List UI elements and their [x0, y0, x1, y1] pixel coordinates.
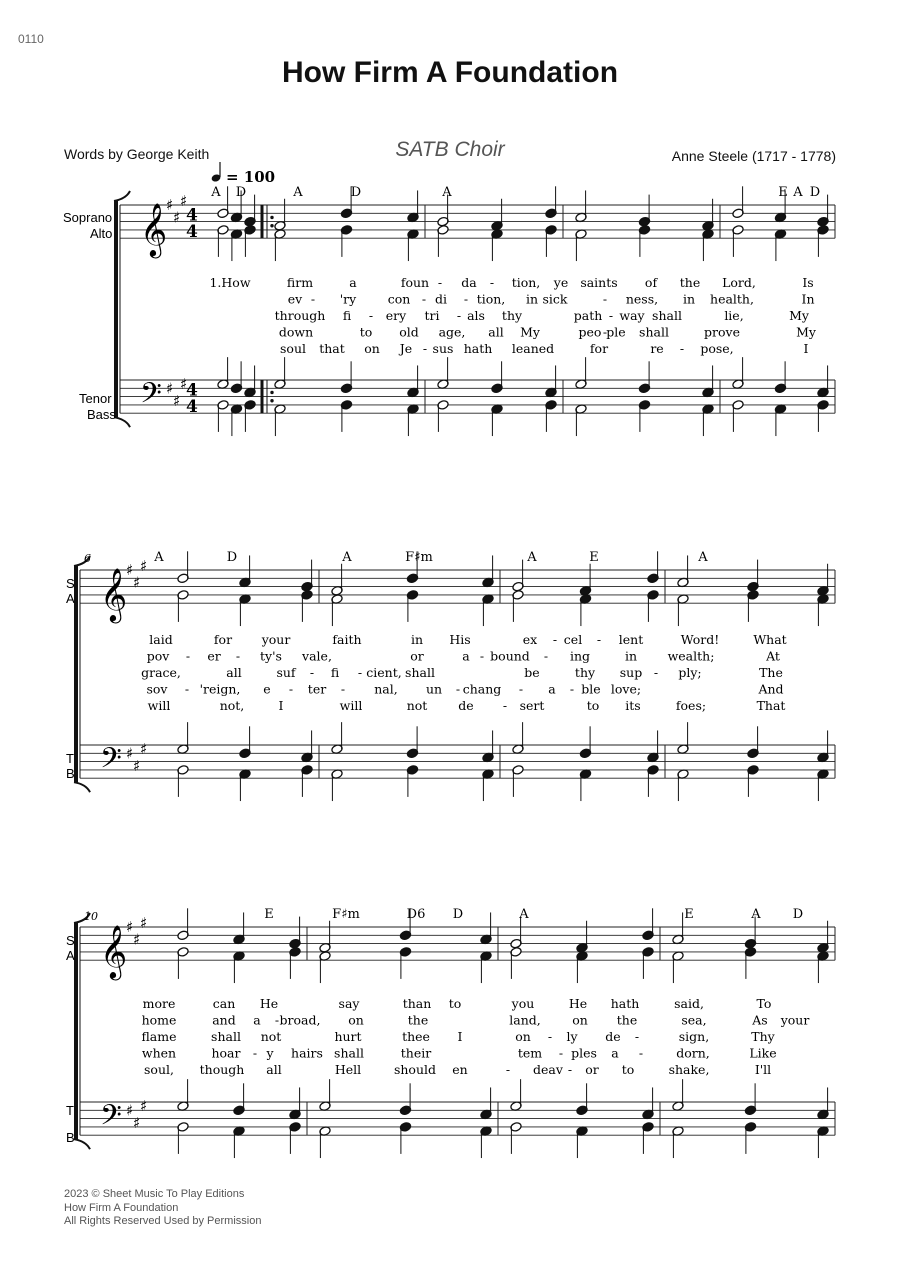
lyric-syllable: -	[309, 665, 315, 680]
lyric-syllable: pose,	[700, 341, 734, 356]
lyric-syllable: health,	[710, 291, 754, 307]
lyric-syllable: My	[796, 324, 816, 340]
bracket-hook	[114, 417, 130, 427]
lyric-syllable: pov	[146, 648, 170, 664]
lyric-syllable: con	[387, 291, 411, 307]
label-soprano: Soprano	[63, 210, 113, 225]
lyric-syllable: foun	[400, 275, 430, 290]
lyric-syllable: of	[644, 275, 658, 290]
time-signature: 4	[186, 397, 198, 418]
bracket-hook	[74, 1139, 90, 1149]
lyric-syllable: ex	[522, 632, 538, 647]
lyric-syllable: -	[357, 665, 363, 680]
lyric-syllable: suf	[276, 665, 296, 680]
treble-clef: 𝄞	[100, 924, 128, 979]
sharp-sign: ♯	[126, 918, 134, 936]
lyric-syllable: -	[235, 648, 241, 664]
bass-clef: 𝄢	[100, 1098, 122, 1139]
lyric-syllable: ly	[566, 1029, 578, 1044]
sharp-sign: ♯	[133, 756, 141, 775]
lyric-syllable: -	[456, 308, 462, 323]
sharp-sign: ♯	[166, 379, 174, 398]
sharp-sign: ♯	[173, 208, 181, 227]
lyric-syllable: My	[789, 308, 809, 323]
lyric-syllable: a	[611, 1045, 619, 1061]
lyric-syllable: in	[525, 291, 539, 307]
lyric-syllable: your	[780, 1012, 810, 1028]
lyric-syllable: Is	[802, 275, 814, 290]
bracket-hook	[74, 782, 90, 792]
lyric-syllable: down	[278, 324, 314, 340]
lyric-syllable: -	[596, 632, 602, 647]
sharp-sign: ♯	[180, 191, 188, 210]
lyric-syllable: I	[457, 1029, 463, 1044]
lyric-syllable: your	[261, 632, 291, 647]
chord-symbol: A	[519, 907, 529, 922]
label-b: B	[66, 766, 75, 781]
lyric-syllable: to	[586, 698, 600, 713]
lyric-syllable: shall	[405, 665, 435, 680]
lyric-syllable: though	[199, 1062, 245, 1077]
composer-credit: Anne Steele (1717 - 1778)	[671, 148, 836, 164]
time-signature: 4	[186, 222, 198, 243]
lyric-syllable: hath	[463, 341, 493, 356]
tempo-marking	[211, 162, 276, 186]
footer-line: 2023 © Sheet Music To Play Editions	[64, 1188, 245, 1200]
lyric-syllable: the	[407, 1012, 429, 1028]
chord-symbol: A	[698, 550, 708, 565]
lyric-syllable: At	[766, 648, 780, 664]
chord-symbol: F♯m	[332, 907, 360, 922]
lyric-syllable: to	[621, 1062, 635, 1077]
lyric-syllable: -	[602, 291, 608, 307]
lyric-syllable: on	[515, 1029, 531, 1044]
lyric-syllable: -	[455, 681, 461, 697]
lyric-syllable: ness,	[625, 291, 659, 307]
sharp-sign: ♯	[133, 930, 141, 949]
lyric-syllable: way	[619, 308, 645, 323]
lyric-syllable: for	[213, 632, 233, 647]
lyric-syllable: in	[682, 291, 696, 307]
lyric-syllable: -	[518, 681, 524, 697]
treble-clef: 𝄞	[140, 202, 168, 257]
lyric-syllable: will	[339, 698, 363, 713]
lyric-syllable: ty's	[260, 648, 282, 664]
sharp-sign: ♯	[180, 375, 188, 394]
chord-symbol: E	[684, 907, 694, 922]
chord-symbol: A	[751, 907, 761, 922]
lyric-syllable: -	[653, 665, 659, 680]
lyric-syllable: As	[752, 1012, 768, 1028]
lyric-syllable: ery	[385, 308, 407, 323]
sharp-sign: ♯	[140, 1097, 148, 1116]
lyric-syllable: said,	[674, 996, 704, 1011]
lyric-syllable: can	[212, 996, 236, 1011]
lyric-syllable: en	[452, 1062, 468, 1077]
lyric-syllable: -	[489, 275, 495, 290]
chord-symbol: A	[442, 185, 452, 200]
lyric-syllable: dorn,	[676, 1045, 710, 1061]
lyric-syllable: -	[502, 698, 508, 713]
lyric-syllable: or	[585, 1062, 599, 1077]
lyric-syllable: thy	[574, 665, 596, 680]
lyric-syllable: on	[348, 1012, 364, 1028]
lyric-syllable: its	[625, 698, 641, 713]
lyric-syllable: bound	[490, 648, 530, 664]
lyric-syllable: shake,	[668, 1062, 710, 1077]
lyric-syllable: ble	[581, 681, 601, 697]
lyric-syllable: shall	[652, 308, 682, 323]
sharp-sign: ♯	[126, 744, 134, 763]
lyric-syllable: -	[252, 1045, 258, 1061]
chord-symbol: D	[226, 550, 238, 565]
lyric-syllable: sert	[519, 698, 545, 713]
lyric-syllable: that	[319, 341, 345, 356]
lyric-syllable: -	[505, 1062, 511, 1077]
lyric-syllable: more	[142, 996, 176, 1011]
lyric-syllable: tem	[517, 1045, 543, 1061]
chord-symbol: D	[792, 907, 804, 922]
lyric-syllable: the	[616, 1012, 638, 1028]
lyric-syllable: thy	[501, 308, 523, 323]
label-bass: Bass	[87, 407, 116, 422]
lyric-syllable: in	[624, 648, 638, 664]
measure-number: 10	[84, 910, 98, 923]
bass-clef: 𝄢	[100, 741, 122, 782]
page-number: 0110	[18, 32, 44, 46]
lyric-syllable: Word!	[680, 632, 720, 647]
lyric-syllable: say	[338, 996, 360, 1011]
sharp-sign: ♯	[173, 391, 181, 410]
lyric-syllable: cient,	[366, 665, 402, 680]
lyric-syllable: soul	[280, 341, 306, 356]
lyric-syllable: -	[479, 648, 485, 664]
lyric-syllable: in	[410, 632, 424, 647]
lyric-syllable: da	[461, 275, 477, 290]
lyric-syllable: That	[756, 698, 786, 713]
lyric-syllable: -	[437, 275, 443, 290]
bass-clef: 𝄢	[140, 376, 162, 417]
lyric-syllable: age,	[438, 324, 466, 340]
time-signature: 4	[186, 380, 198, 401]
chord-symbol: D	[235, 185, 247, 200]
lyric-syllable: shall	[211, 1029, 241, 1044]
lyric-syllable: ple	[606, 324, 626, 340]
lyric-syllable: -	[274, 1012, 280, 1028]
lyric-syllable: My	[520, 324, 540, 340]
sharp-sign: ♯	[140, 556, 148, 575]
lyric-syllable: for	[589, 341, 609, 356]
lyric-syllable: not	[260, 1029, 282, 1044]
lyric-syllable: hurt	[334, 1029, 362, 1044]
sharp-sign: ♯	[140, 740, 148, 759]
lyric-syllable: shall	[639, 324, 669, 340]
label-s: S	[66, 576, 75, 591]
lyric-syllable: y	[266, 1045, 274, 1061]
chord-symbol: D6	[406, 907, 426, 922]
label-s: S	[66, 933, 75, 948]
lyric-syllable: grace,	[141, 665, 181, 680]
lyric-syllable: And	[758, 681, 784, 697]
chord-symbol: A	[293, 185, 303, 200]
footer-line: All Rights Reserved Used by Permission	[64, 1215, 262, 1227]
label-t: T	[66, 1103, 74, 1118]
lyric-syllable: to	[359, 324, 373, 340]
label-tenor: Tenor	[79, 391, 112, 406]
label-alto: Alto	[90, 226, 113, 241]
lyric-syllable: de	[458, 698, 474, 713]
label-t: T	[66, 751, 74, 766]
chord-symbol: D	[452, 907, 464, 922]
lyric-syllable: -	[608, 308, 614, 323]
lyric-syllable: Like	[749, 1045, 777, 1061]
lyric-syllable: land,	[509, 1012, 541, 1028]
lyric-syllable: flame	[141, 1029, 177, 1044]
repeat-dot	[270, 224, 273, 227]
lyric-syllable: all	[266, 1062, 282, 1077]
chord-symbol: A	[211, 185, 221, 200]
lyric-syllable: de	[605, 1029, 621, 1044]
lyric-syllable: on	[572, 1012, 588, 1028]
tempo-text: = 100	[226, 168, 276, 186]
lyric-syllable: -	[368, 308, 374, 323]
lyric-syllable: and	[212, 1012, 236, 1028]
lyric-syllable: Hell	[334, 1062, 362, 1077]
lyric-syllable: re	[650, 341, 664, 356]
lyric-syllable: ye	[553, 275, 569, 290]
chord-symbol: A	[342, 550, 352, 565]
sharp-sign: ♯	[166, 196, 174, 214]
lyric-syllable: not,	[219, 698, 245, 713]
lyric-syllable: you	[511, 996, 535, 1011]
lyric-syllable: to	[448, 996, 462, 1011]
lyric-syllable: 'reign,	[199, 681, 241, 697]
lyric-syllable: lie,	[724, 308, 744, 323]
lyric-syllable: He	[568, 996, 588, 1011]
lyric-syllable: The	[759, 665, 783, 680]
lyric-syllable: all	[488, 324, 504, 340]
sharp-sign: ♯	[133, 1113, 141, 1132]
lyric-syllable: -	[638, 1045, 644, 1061]
lyric-syllable: er	[207, 648, 221, 664]
lyric-syllable: a	[253, 1012, 261, 1028]
lyric-syllable: leaned	[511, 341, 555, 356]
chord-symbol: A	[793, 185, 803, 200]
lyric-syllable: ev	[287, 291, 303, 307]
lyric-syllable: a	[462, 648, 470, 664]
lyric-syllable: 1.How	[209, 275, 251, 290]
lyric-syllable: will	[147, 698, 171, 713]
lyric-syllable: ply;	[678, 665, 702, 680]
lyric-syllable: Thy	[751, 1029, 775, 1044]
repeat-dot	[270, 399, 273, 402]
lyric-syllable: peo	[578, 324, 602, 340]
lyric-syllable: foes;	[675, 698, 707, 713]
lyric-syllable: -	[567, 1062, 573, 1077]
lyric-syllable: sick	[542, 291, 568, 307]
lyric-syllable: To	[756, 996, 772, 1011]
lyric-syllable: -	[184, 681, 190, 697]
repeat-dot	[270, 216, 273, 219]
lyric-syllable: faith	[332, 632, 362, 647]
lyric-syllable: thee	[402, 1029, 430, 1044]
lyric-syllable: deav	[533, 1062, 563, 1077]
lyric-syllable: hoar	[211, 1045, 241, 1061]
lyric-syllable: firm	[286, 275, 314, 290]
lyric-syllable: e	[263, 681, 271, 697]
lyric-syllable: -	[340, 681, 346, 697]
lyric-syllable: nal,	[374, 681, 398, 697]
lyric-syllable: Je	[399, 341, 413, 356]
lyric-syllable: be	[524, 665, 540, 680]
lyric-syllable: ter	[307, 681, 327, 697]
lyric-syllable: when	[141, 1045, 177, 1061]
sharp-sign: ♯	[126, 1101, 134, 1120]
sharp-sign: ♯	[126, 561, 134, 579]
lyric-syllable: -	[558, 1045, 564, 1061]
copyright-footer	[64, 1188, 261, 1229]
lyric-syllable: -	[552, 632, 558, 647]
lyric-syllable: old	[399, 324, 419, 340]
lyric-syllable: -	[421, 291, 427, 307]
lyric-syllable: not	[406, 698, 428, 713]
lyric-syllable: -	[679, 341, 685, 356]
lyric-syllable: tion,	[476, 291, 506, 307]
lyric-syllable: In	[801, 291, 815, 307]
lyric-syllable: What	[753, 632, 787, 647]
lyric-syllable: ing	[569, 648, 591, 664]
lyric-syllable: home	[141, 1012, 177, 1028]
lyric-syllable: laid	[149, 632, 173, 647]
lyric-syllable: sus	[432, 341, 454, 356]
chord-symbol: D	[350, 185, 362, 200]
lyric-syllable: fi	[330, 665, 340, 680]
lyric-syllable: vale,	[302, 648, 332, 664]
lyric-syllable: a	[349, 275, 357, 290]
lyric-syllable: a	[548, 681, 556, 697]
lyric-syllable: -	[185, 648, 191, 664]
lyric-syllable: hath	[610, 996, 640, 1011]
chord-symbol: A	[527, 550, 537, 565]
lyric-syllable: ples	[571, 1045, 597, 1061]
lyric-syllable: their	[400, 1045, 432, 1061]
sharp-sign: ♯	[133, 573, 141, 592]
lyric-syllable: broad,	[279, 1012, 321, 1028]
time-signature: 4	[186, 205, 198, 226]
lyric-syllable: -	[422, 341, 428, 356]
lyric-syllable: should	[393, 1062, 437, 1077]
lyric-syllable: or	[410, 648, 424, 664]
lyric-syllable: -	[602, 324, 608, 340]
ensemble-label: SATB Choir	[395, 138, 505, 161]
label-a: A	[66, 591, 75, 606]
repeat-dot	[270, 391, 273, 394]
lyric-syllable: -	[310, 291, 316, 307]
lyric-syllable: sov	[146, 681, 168, 697]
bracket-hook	[114, 191, 130, 201]
label-a: A	[66, 948, 75, 963]
lyric-syllable: -	[634, 1029, 640, 1044]
lyric-syllable: I	[803, 341, 809, 356]
lyric-syllable: sign,	[678, 1029, 710, 1044]
lyric-syllable: -	[547, 1029, 553, 1044]
lyric-syllable: fi	[342, 308, 352, 323]
chord-symbol: E	[778, 185, 788, 200]
chord-symbol: F♯m	[405, 550, 433, 565]
lyric-syllable: cel	[563, 632, 583, 647]
lyric-syllable: wealth;	[667, 648, 715, 664]
chord-symbol: E	[589, 550, 599, 565]
chord-symbol: A	[154, 550, 164, 565]
lyric-syllable: -	[288, 681, 294, 697]
lyric-syllable: -	[543, 648, 549, 664]
measure-number: 6	[84, 552, 91, 565]
chord-symbol: E	[264, 907, 274, 922]
lyric-syllable: -	[463, 291, 469, 307]
lyric-syllable: love;	[610, 681, 642, 697]
chord-symbol: D	[809, 185, 821, 200]
lyric-syllable: 'ry	[339, 291, 357, 307]
lyric-syllable: I	[278, 698, 284, 713]
lyric-syllable: the	[679, 275, 701, 290]
page-title: How Firm A Foundation	[281, 56, 619, 89]
lyric-syllable: un	[425, 681, 443, 697]
lyric-syllable: shall	[334, 1045, 364, 1061]
lyric-syllable: than	[402, 996, 432, 1011]
lyric-syllable: chang	[462, 681, 502, 697]
lyric-syllable: tri	[424, 308, 440, 323]
lyric-syllable: through	[274, 308, 326, 323]
footer-line: How Firm A Foundation	[64, 1201, 179, 1214]
lyric-syllable: saints	[580, 275, 618, 290]
lyric-syllable: Lord,	[722, 275, 756, 290]
label-b: B	[66, 1130, 75, 1145]
sharp-sign: ♯	[140, 913, 148, 932]
lyric-syllable: sea,	[681, 1012, 707, 1028]
lyric-syllable: all	[226, 665, 242, 680]
treble-clef: 𝄞	[100, 567, 128, 622]
lyric-syllable: hairs	[291, 1045, 323, 1061]
lyricist-credit: Words by George Keith	[64, 146, 210, 162]
lyric-syllable: sup	[619, 665, 643, 680]
lyric-syllable: -	[569, 681, 575, 697]
lyric-syllable: di	[435, 291, 447, 307]
lyric-syllable: path	[573, 308, 603, 323]
lyric-syllable: prove	[704, 324, 740, 340]
lyric-syllable: als	[467, 308, 485, 323]
lyric-syllable: lent	[618, 632, 644, 647]
lyric-syllable: His	[449, 632, 471, 647]
lyric-syllable: I'll	[754, 1062, 772, 1077]
lyric-syllable: soul,	[144, 1062, 174, 1077]
lyric-syllable: on	[364, 341, 380, 356]
lyric-syllable: tion,	[511, 275, 541, 290]
lyric-syllable: He	[259, 996, 279, 1011]
